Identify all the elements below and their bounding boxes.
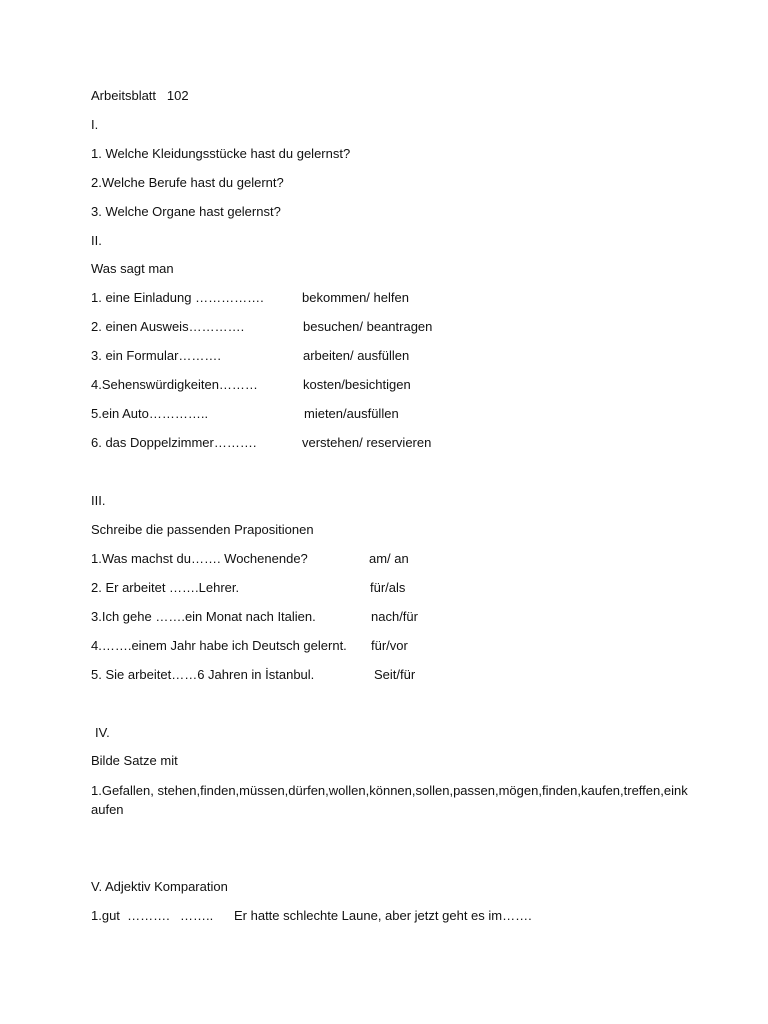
question-3: 3. Welche Organe hast gelernst? [91, 204, 281, 219]
section-3-item-2: 2. Er arbeitet …….Lehrer. [91, 580, 240, 595]
section-2-choice-4: kosten/besichtigen [303, 377, 411, 392]
section-3-choice-2: für/als [370, 580, 406, 595]
section-2-heading: II. [91, 233, 102, 248]
section-4-instruction: Bilde Satze mit [91, 753, 178, 768]
section-4-heading: IV. [95, 725, 110, 740]
section-2-choice-2: besuchen/ beantragen [303, 319, 433, 334]
question-2: 2.Welche Berufe hast du gelernt? [91, 175, 284, 190]
section-2-choice-1: bekommen/ helfen [302, 290, 409, 305]
section-3-item-4: 4.…….einem Jahr habe ich Deutsch gelernt. [91, 638, 347, 653]
section-2-item-5: 5.ein Auto………….. [91, 406, 209, 421]
section-2-item-6: 6. das Doppelzimmer………. [91, 435, 257, 450]
section-3-item-1: 1.Was machst du……. Wochenende? [91, 551, 308, 566]
section-2-choice-3: arbeiten/ ausfüllen [303, 348, 410, 363]
section-2-instruction: Was sagt man [91, 261, 174, 276]
section-5-heading: V. Adjektiv Komparation [91, 879, 228, 894]
section-5-item-part-3: Er hatte schlechte Laune, aber jetzt geht es im……. [234, 908, 532, 923]
section-3-choice-3: nach/für [371, 609, 418, 624]
section-3-item-5: 5. Sie arbeitet……6 Jahren in İstanbul. [91, 667, 315, 682]
section-5-item-part-1: 1.gut ………. [91, 908, 170, 923]
section-2-choice-6: verstehen/ reservieren [302, 435, 432, 450]
section-3-instruction: Schreibe die passenden Prapositionen [91, 522, 314, 537]
section-3-heading: III. [91, 493, 106, 508]
section-2-item-1: 1. eine Einladung ……………. [91, 290, 264, 305]
section-2-item-3: 3. ein Formular………. [91, 348, 222, 363]
question-1: 1. Welche Kleidungsstücke hast du gelernst? [91, 146, 351, 161]
section-4-verb-list: 1.Gefallen, stehen,finden,müssen,dürfen,wollen,können,sollen,passen,mögen,finden,kaufen,treffen,einkaufen [91, 783, 688, 817]
section-5-item-part-2: …….. [180, 908, 214, 923]
section-2-item-4: 4.Sehenswürdigkeiten……… [91, 377, 258, 392]
section-2-item-2: 2. einen Ausweis…………. [91, 319, 245, 334]
section-3-choice-1: am/ an [369, 551, 409, 566]
section-3-choice-4: für/vor [371, 638, 408, 653]
section-1-heading: I. [91, 117, 99, 132]
worksheet-title: Arbeitsblatt 102 [91, 88, 189, 103]
section-2-choice-5: mieten/ausfüllen [304, 406, 399, 421]
section-3-item-3: 3.Ich gehe …….ein Monat nach Italien. [91, 609, 316, 624]
section-3-choice-5: Seit/für [374, 667, 416, 682]
